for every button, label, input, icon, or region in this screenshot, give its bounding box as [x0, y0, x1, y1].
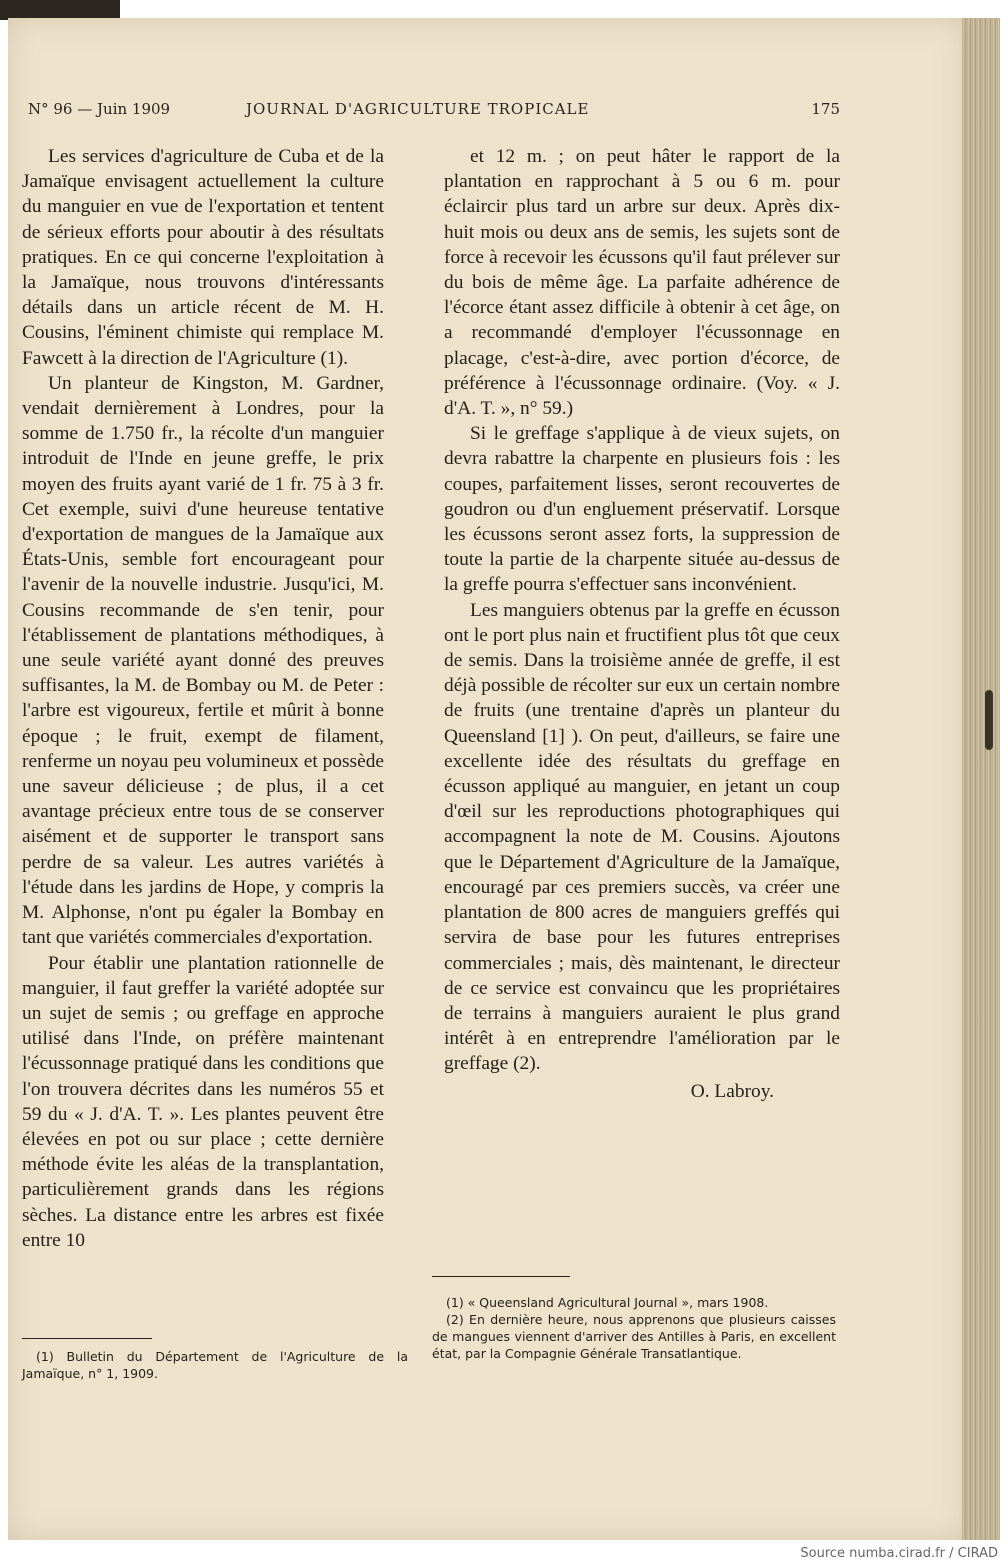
- paragraph: Si le greffage s'applique à de vieux sujets, on devra rabattre la charpente en plusieurs fois : les coupes, parfaitement lisses, seront recouvertes de goudron ou d'un engluement préservatif. Lorsque les écussons seront assez forts, la suppression de toute la partie de la charpente située au-dessus de la greffe pourra s'effectuer sans inconvénient.: [444, 423, 840, 596]
- right-column: [444, 144, 840, 1104]
- paragraph: Un planteur de Kingston, M. Gardner, vendait dernièrement à Londres, pour la somme de 1.750 fr., la récolte d'un manguier introduit de l'Inde en jeune greffe, le prix moyen des fruits ayant varié de 1 fr. 75 à 3 fr. Cet exemple, suivi d'une heureuse tentative d'exportation de mangues de la Jamaïque aux États-Unis, semble fort encourageant pour l'avenir de la nouvelle industrie. Jusqu'ici, M. Cousins recommande de s'en tenir, pour l'établissement de plantations méthodiques, à une seule variété ayant donné des preuves suffisantes, la M. de Bombay ou M. de Peter : l'arbre est vigoureux, fertile et mûrit à bonne époque ; le fruit, exempt de filament, renferme un noyau peu volumineux et possède une saveur délicieuse ; de plus, il a cet avantage précieux entre tous de se conserver aisément et de supporter le transport sans perdre de sa valeur. Les autres variétés à l'étude dans les jardins de Hope, y compris la M. Alphonse, n'ont pu égaler la Bombay en tant que variétés commerciales d'exportation.: [22, 372, 384, 949]
- running-header: [28, 100, 840, 124]
- issue-date: N° 96 — Juin 1909: [28, 100, 171, 118]
- paragraph: et 12 m. ; on peut hâter le rapport de la plantation en rapprochant à 5 ou 6 m. pour éclaircir plus tard un arbre sur deux. Après dix-huit mois ou deux ans de semis, les sujets sont de force à recevoir les écussons qu'il faut prélever sur du bois de même âge. La parfaite adhérence de l'écorce étant assez difficile à obtenir à cet âge, on a recommandé d'employer l'écussonnage en placage, c'est-à-dire, avec portion d'écorce, de préférence à l'écussonnage ordinaire. (Voy. « J. d'A. T. », n° 59.): [444, 146, 840, 420]
- left-footnote: [22, 1348, 408, 1382]
- footnote: (2) En dernière heure, nous apprenons que plusieurs caisses de mangues viennent d'arriver des Antilles à Paris, en excellent état, par la Compagnie Générale Transatlantique.: [432, 1312, 836, 1361]
- left-column: [22, 144, 384, 1253]
- page-edges: [962, 18, 1000, 1540]
- source-credit: Source numba.cirad.fr / CIRAD: [800, 1546, 998, 1561]
- paragraph: Les services d'agriculture de Cuba et de la Jamaïque envisagent actuellement la culture du manguier en vue de l'exportation et tentent de sérieux efforts pour aboutir à des résultats pratiques. En ce qui concerne l'exploitation à la Jamaïque, nous trouvons d'intéressants détails dans un article récent de M. H. Cousins, l'éminent chimiste qui remplace M. Fawcett à la direction de l'Agriculture (1).: [22, 146, 384, 369]
- journal-title: JOURNAL D'AGRICULTURE TROPICALE: [246, 100, 590, 118]
- page-number: 175: [811, 100, 840, 118]
- footnote: (1) « Queensland Agricultural Journal », mars 1908.: [446, 1295, 769, 1310]
- footnote-rule-left: [22, 1338, 152, 1339]
- binding-strip: [0, 0, 120, 20]
- paragraph: Pour établir une plantation rationnelle de manguier, il faut greffer la variété adoptée sur un sujet de semis ; ou greffage en approche utilisé dans l'Inde, on préfère maintenant l'écussonnage pratiqué dans les conditions que l'on trouvera décrites dans les numéros 55 et 59 du « J. d'A. T. ». Les plantes peuvent être élevées en pot ou sur place ; cette dernière méthode évite les aléas de la transplantation, particulièrement grands dans les régions sèches. La distance entre les arbres est fixée entre 10: [22, 952, 384, 1251]
- paragraph: Les manguiers obtenus par la greffe en écusson ont le port plus nain et fructifient plus tôt que ceux de semis. Dans la troisième année de greffe, il est déjà possible de récolter sur eux un certain nombre de fruits (une trentaine d'après un planteur du Queensland [1] ). On peut, d'ailleurs, se faire une excellente idée des résultats du greffage en écusson appliqué au manguier, en jetant un coup d'œil sur les reproductions photographiques qui accompagnent la note de M. Cousins. Ajoutons que le Département d'Agriculture de la Jamaïque, encouragé par ces premiers succès, va créer une plantation de 800 acres de manguiers greffés qui servira de base pour les futures entreprises commerciales ; mais, dès maintenant, le directeur de ce service est convaincu que les propriétaires de terrains à manguiers auraient le plus grand intérêt à en entreprendre l'amélioration par le greffage (2).: [444, 599, 840, 1075]
- spine-mark: [985, 690, 993, 750]
- right-footnotes: [432, 1294, 836, 1362]
- footnote-rule-right: [432, 1276, 570, 1277]
- footnote: (1) Bulletin du Département de l'Agriculture de la Jamaïque, n° 1, 1909.: [22, 1349, 408, 1381]
- author-signature: O. Labroy.: [690, 1080, 774, 1102]
